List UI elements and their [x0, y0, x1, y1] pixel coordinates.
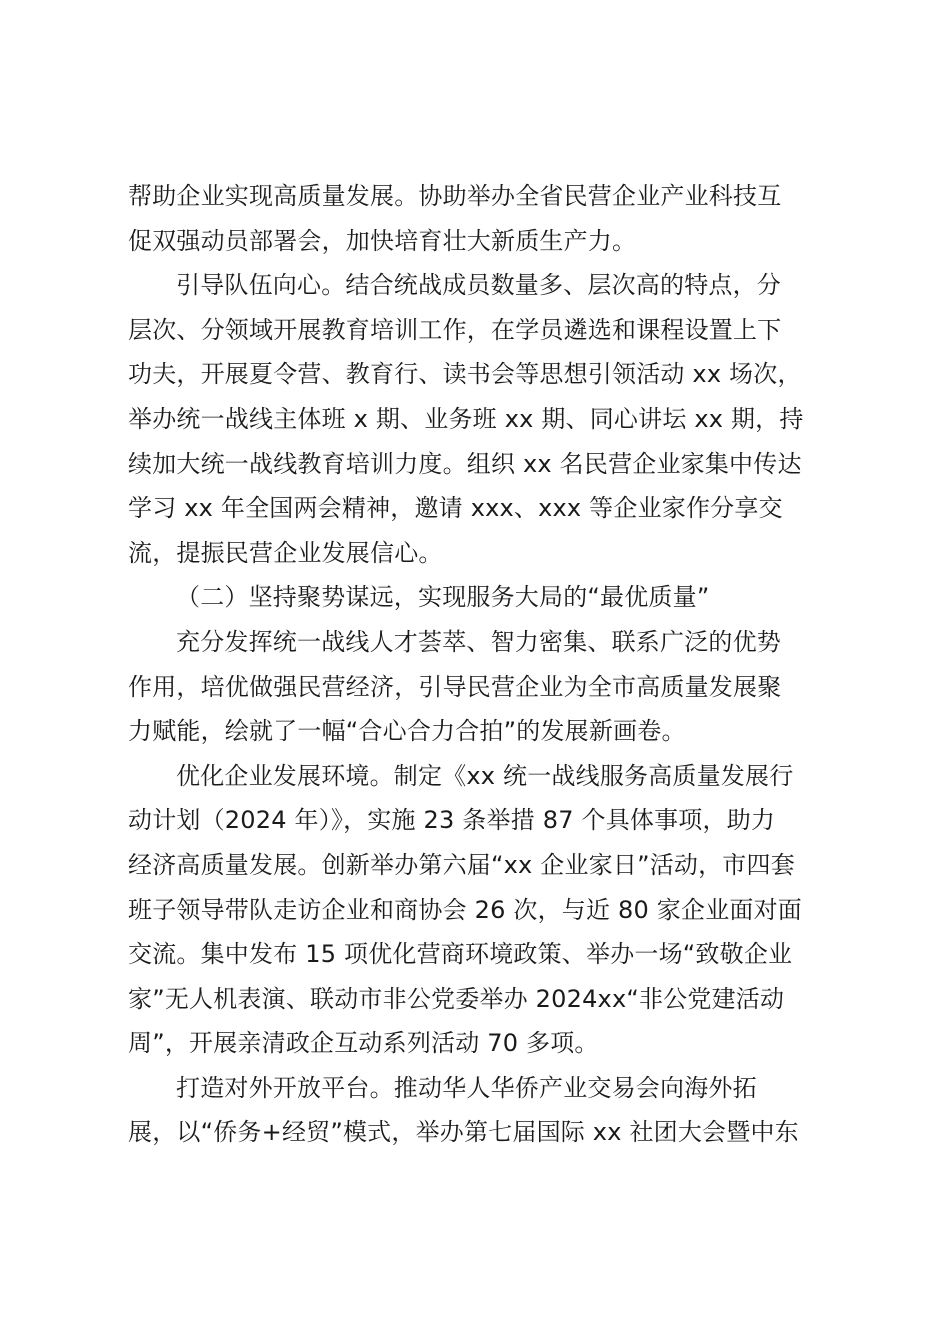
text-line: 续加大统一战线教育培训力度。组织 xx 名民营企业家集中传达 — [128, 449, 802, 478]
text-line: 促双强动员部署会，加快培育壮大新质生产力。 — [128, 226, 637, 255]
text-line: 家”无人机表演、联动市非公党委举办 2024xx“非公党建活动 — [128, 984, 785, 1013]
text-line: 力赋能，绘就了一幅“合心合力合拍”的发展新画卷。 — [128, 717, 686, 746]
paragraph-start-line: 充分发挥统一战线人才荟萃、智力密集、联系广泛的优势 — [176, 627, 781, 656]
paragraph-heading-line: 引导队伍向心。结合统战成员数量多、层次高的特点，分 — [176, 271, 781, 300]
text-line: 周”，开展亲清政企互动系列活动 70 多项。 — [128, 1029, 599, 1058]
text-line: 举办统一战线主体班 x 期、业务班 xx 期、同心讲坛 xx 期，持 — [128, 404, 804, 433]
text-line: 展，以“侨务+经贸”模式，举办第七届国际 xx 社团大会暨中东 — [128, 1118, 799, 1147]
paragraph-heading-line: 打造对外开放平台。推动华人华侨产业交易会向海外拓 — [176, 1073, 757, 1102]
text-line: 动计划（2024 年）》，实施 23 条举措 87 个具体事项，助力 — [128, 806, 776, 835]
text-line: 班子领导带队走访企业和商协会 26 次，与近 80 家企业面对面 — [128, 895, 802, 924]
text-line: 学习 xx 年全国两会精神，邀请 xxx、xxx 等企业家作分享交 — [128, 494, 783, 523]
text-line: 层次、分领域开展教育培训工作，在学员遴选和课程设置上下 — [128, 315, 782, 344]
document-body — [128, 174, 838, 1155]
section-heading: （二）坚持聚势谋远，实现服务大局的“最优质量” — [176, 583, 710, 612]
text-line: 功夫，开展夏令营、教育行、读书会等思想引领活动 xx 场次， — [128, 360, 802, 389]
text-line: 作用，培优做强民营经济，引导民营企业为全市高质量发展聚 — [128, 672, 782, 701]
paragraph-heading-line: 优化企业发展环境。制定《xx 统一战线服务高质量发展行 — [176, 761, 794, 790]
text-line: 经济高质量发展。创新举办第六届“xx 企业家日”活动，市四套 — [128, 850, 795, 879]
text-line: 交流。集中发布 15 项优化营商环境政策、举办一场“致敬企业 — [128, 940, 793, 969]
text-line: 帮助企业实现高质量发展。协助举办全省民营企业产业科技互 — [128, 182, 782, 210]
text-line: 流，提振民营企业发展信心。 — [128, 538, 443, 567]
